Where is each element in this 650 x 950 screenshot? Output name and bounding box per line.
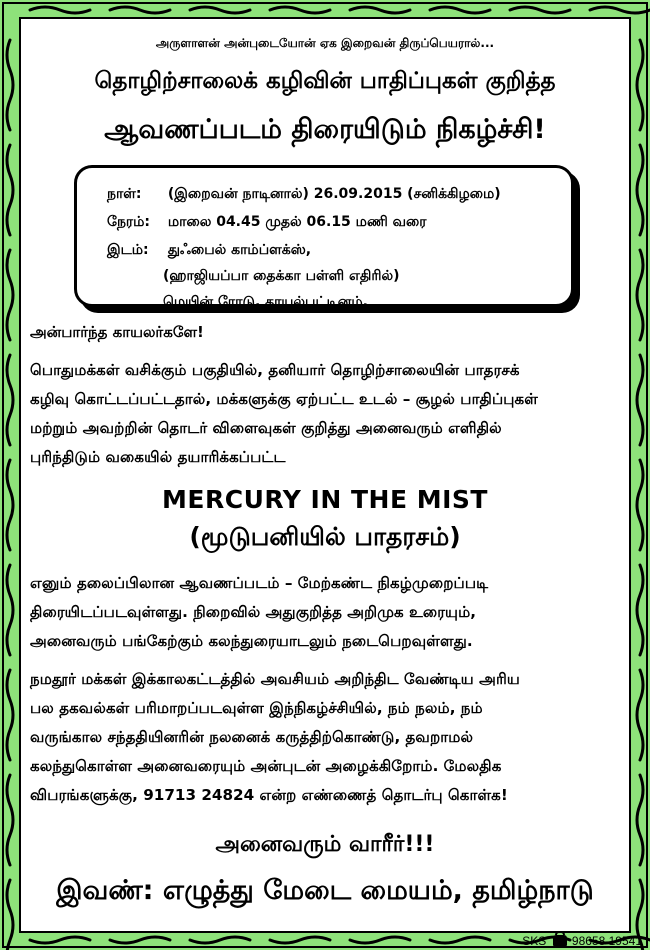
time-row (107, 214, 427, 232)
greeting: அன்பார்ந்த காயலர்களே! (30, 323, 204, 341)
telephone-icon (553, 935, 567, 946)
date-label: நாள்: (107, 186, 142, 202)
venue-row (107, 242, 311, 260)
film-title-english: MERCURY IN THE MIST (162, 485, 488, 514)
paragraph-line: திரையிடப்படவுள்ளது. நிறைவில் அதுகுறித்த அறிமுக உரையும், (30, 603, 477, 621)
paragraph-line: பல தகவல்கள் பரிமாறப்படவுள்ள இந்நிகழ்ச்சியில், நம் நலம், நம் (30, 699, 483, 717)
paragraph-line: மற்றும் அவற்றின் தொடர் விளைவுகள் குறித்து அனைவரும் எளிதில் (30, 419, 502, 437)
paragraph-invitation (30, 665, 620, 810)
designer-credit (522, 934, 642, 948)
paragraph-line: அனைவரும் பங்கேற்கும் கலந்துரையாடலும் நடைபெறவுள்ளது. (30, 632, 473, 650)
venue-line-2: (ஹாஜியப்பா தைக்கா பள்ளி எதிரில்) (163, 268, 400, 284)
paragraph-line: பொதுமக்கள் வசிக்கும் பகுதியில், தனியார் தொழிற்சாலையின் பாதரசக் (30, 361, 520, 379)
venue-line-1: துஃபைல் காம்ப்ளக்ஸ், (167, 242, 312, 258)
date-row (107, 186, 501, 204)
paragraph-line: நமதூர் மக்கள் இக்காலகட்டத்தில் அவசியம் அறிந்திட வேண்டிய அரிய (30, 670, 520, 688)
organizer-line: இவண்: எழுத்து மேடை மையம், தமிழ்நாடு (56, 875, 594, 906)
venue-label: இடம்: (107, 242, 149, 258)
paragraph-line: கழிவு கொட்டப்பட்டதால், மக்களுக்கு ஏற்பட்ட உடல் – சூழல் பாதிப்புகள் (30, 390, 538, 408)
time-value: மாலை 04.45 முதல் 06.15 மணி வரை (167, 214, 427, 230)
paragraph-screening (30, 569, 620, 656)
paragraph-line: எனும் தலைப்பிலான ஆவணப்படம் – மேற்கண்ட நிகழ்முறைப்படி (30, 574, 489, 592)
paragraph-line: புரிந்திடும் வகையில் தயாரிக்கப்பட்ட (30, 448, 286, 466)
date-value: (இறைவன் நாடினால்) 26.09.2015 (சனிக்கிழமை) (167, 186, 501, 202)
paragraph-intro (30, 356, 620, 472)
bismillah-line: அருளாளன் அன்புடையோன் ஏக இறைவன் திருப்பெயரால்... (155, 36, 495, 50)
paragraph-line: விபரங்களுக்கு, 91713 24824 என்ற எண்ணைத் தொடர்பு கொள்க! (30, 786, 508, 804)
film-title-tamil: (மூடுபனியில் பாதரசம்) (189, 522, 461, 551)
paragraph-line: வருங்கால சந்ததியினரின் நலனைக் கருத்திற்கொண்டு, தவறாமல் (30, 728, 474, 746)
title-line-2: ஆவணப்படம் திரையிடும் நிகழ்ச்சி! (104, 114, 546, 145)
paragraph-line: கலந்துகொள்ள அனைவரையும் அன்புடன் அழைக்கிறோம். மேலதிக (30, 757, 502, 775)
event-details-box (74, 165, 574, 310)
credit-prefix: SKS (522, 934, 547, 948)
title-line-1: தொழிற்சாலைக் கழிவின் பாதிப்புகள் குறித்த (94, 68, 556, 94)
flyer-page (22, 20, 628, 930)
credit-number: 98658 19541 (571, 934, 642, 948)
time-label: நேரம்: (107, 214, 151, 230)
welcome-line: அனைவரும் வாரீர்!!! (215, 832, 435, 857)
venue-line-3: மெயின் ரோடு, காயல்பட்டினம். (163, 294, 368, 310)
